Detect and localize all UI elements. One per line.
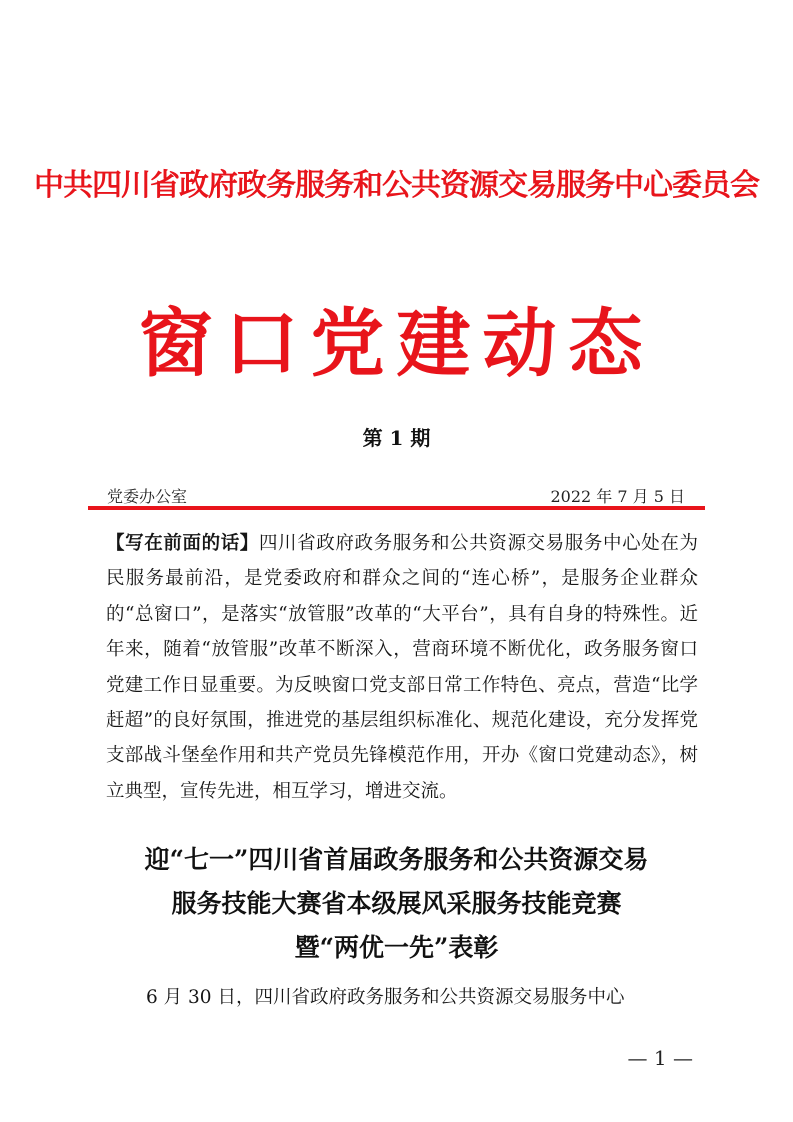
article-body-line: 6 月 30 日，四川省政府政务服务和公共资源交易服务中心 [146,987,625,1008]
article-title-line: 暨“两优一先”表彰 [294,933,499,962]
article-title [0,838,793,970]
article-title-line: 迎“七一”四川省首届政务服务和公共资源交易 [144,845,649,874]
intro-text: 四川省政府政务服务和公共资源交易服务中心处在为民服务最前沿，是党委政府和群众之间的“连心桥”，是服务企业群众的“总窗口”，是落实“放管服”改革的“大平台”，具有自身的特殊性。近年来，随着“放管服”改革不断深入，营商环境不断优化，政务服务窗口党建工作日显重要。为反映窗口党支部日常工作特色、亮点，营造“比学赶超”的良好氛围，推进党的基层组织标准化、规范化建设，充分发挥党支部战斗堡垒作用和共产党员先锋模范作用，开办《窗口党建动态》，树立典型，宣传先进，相互学习，增进交流。 [106,533,698,802]
red-divider [88,506,705,510]
article-title-line: 服务技能大赛省本级展风采服务技能竞赛 [171,889,622,918]
intro-paragraph [106,526,698,809]
organization-title: 中共四川省政府政务服务和公共资源交易服务中心委员会 [34,168,759,203]
department-label: 党委办公室 [107,487,188,506]
masthead-title: 窗口党建动态 [138,301,655,387]
intro-tag: 【写在前面的话】 [106,533,259,554]
page-number: — 1 — [627,1046,693,1070]
publish-date: 2022 年 7 月 5 日 [550,487,685,506]
issue-number: 第 1 期 [362,426,431,450]
